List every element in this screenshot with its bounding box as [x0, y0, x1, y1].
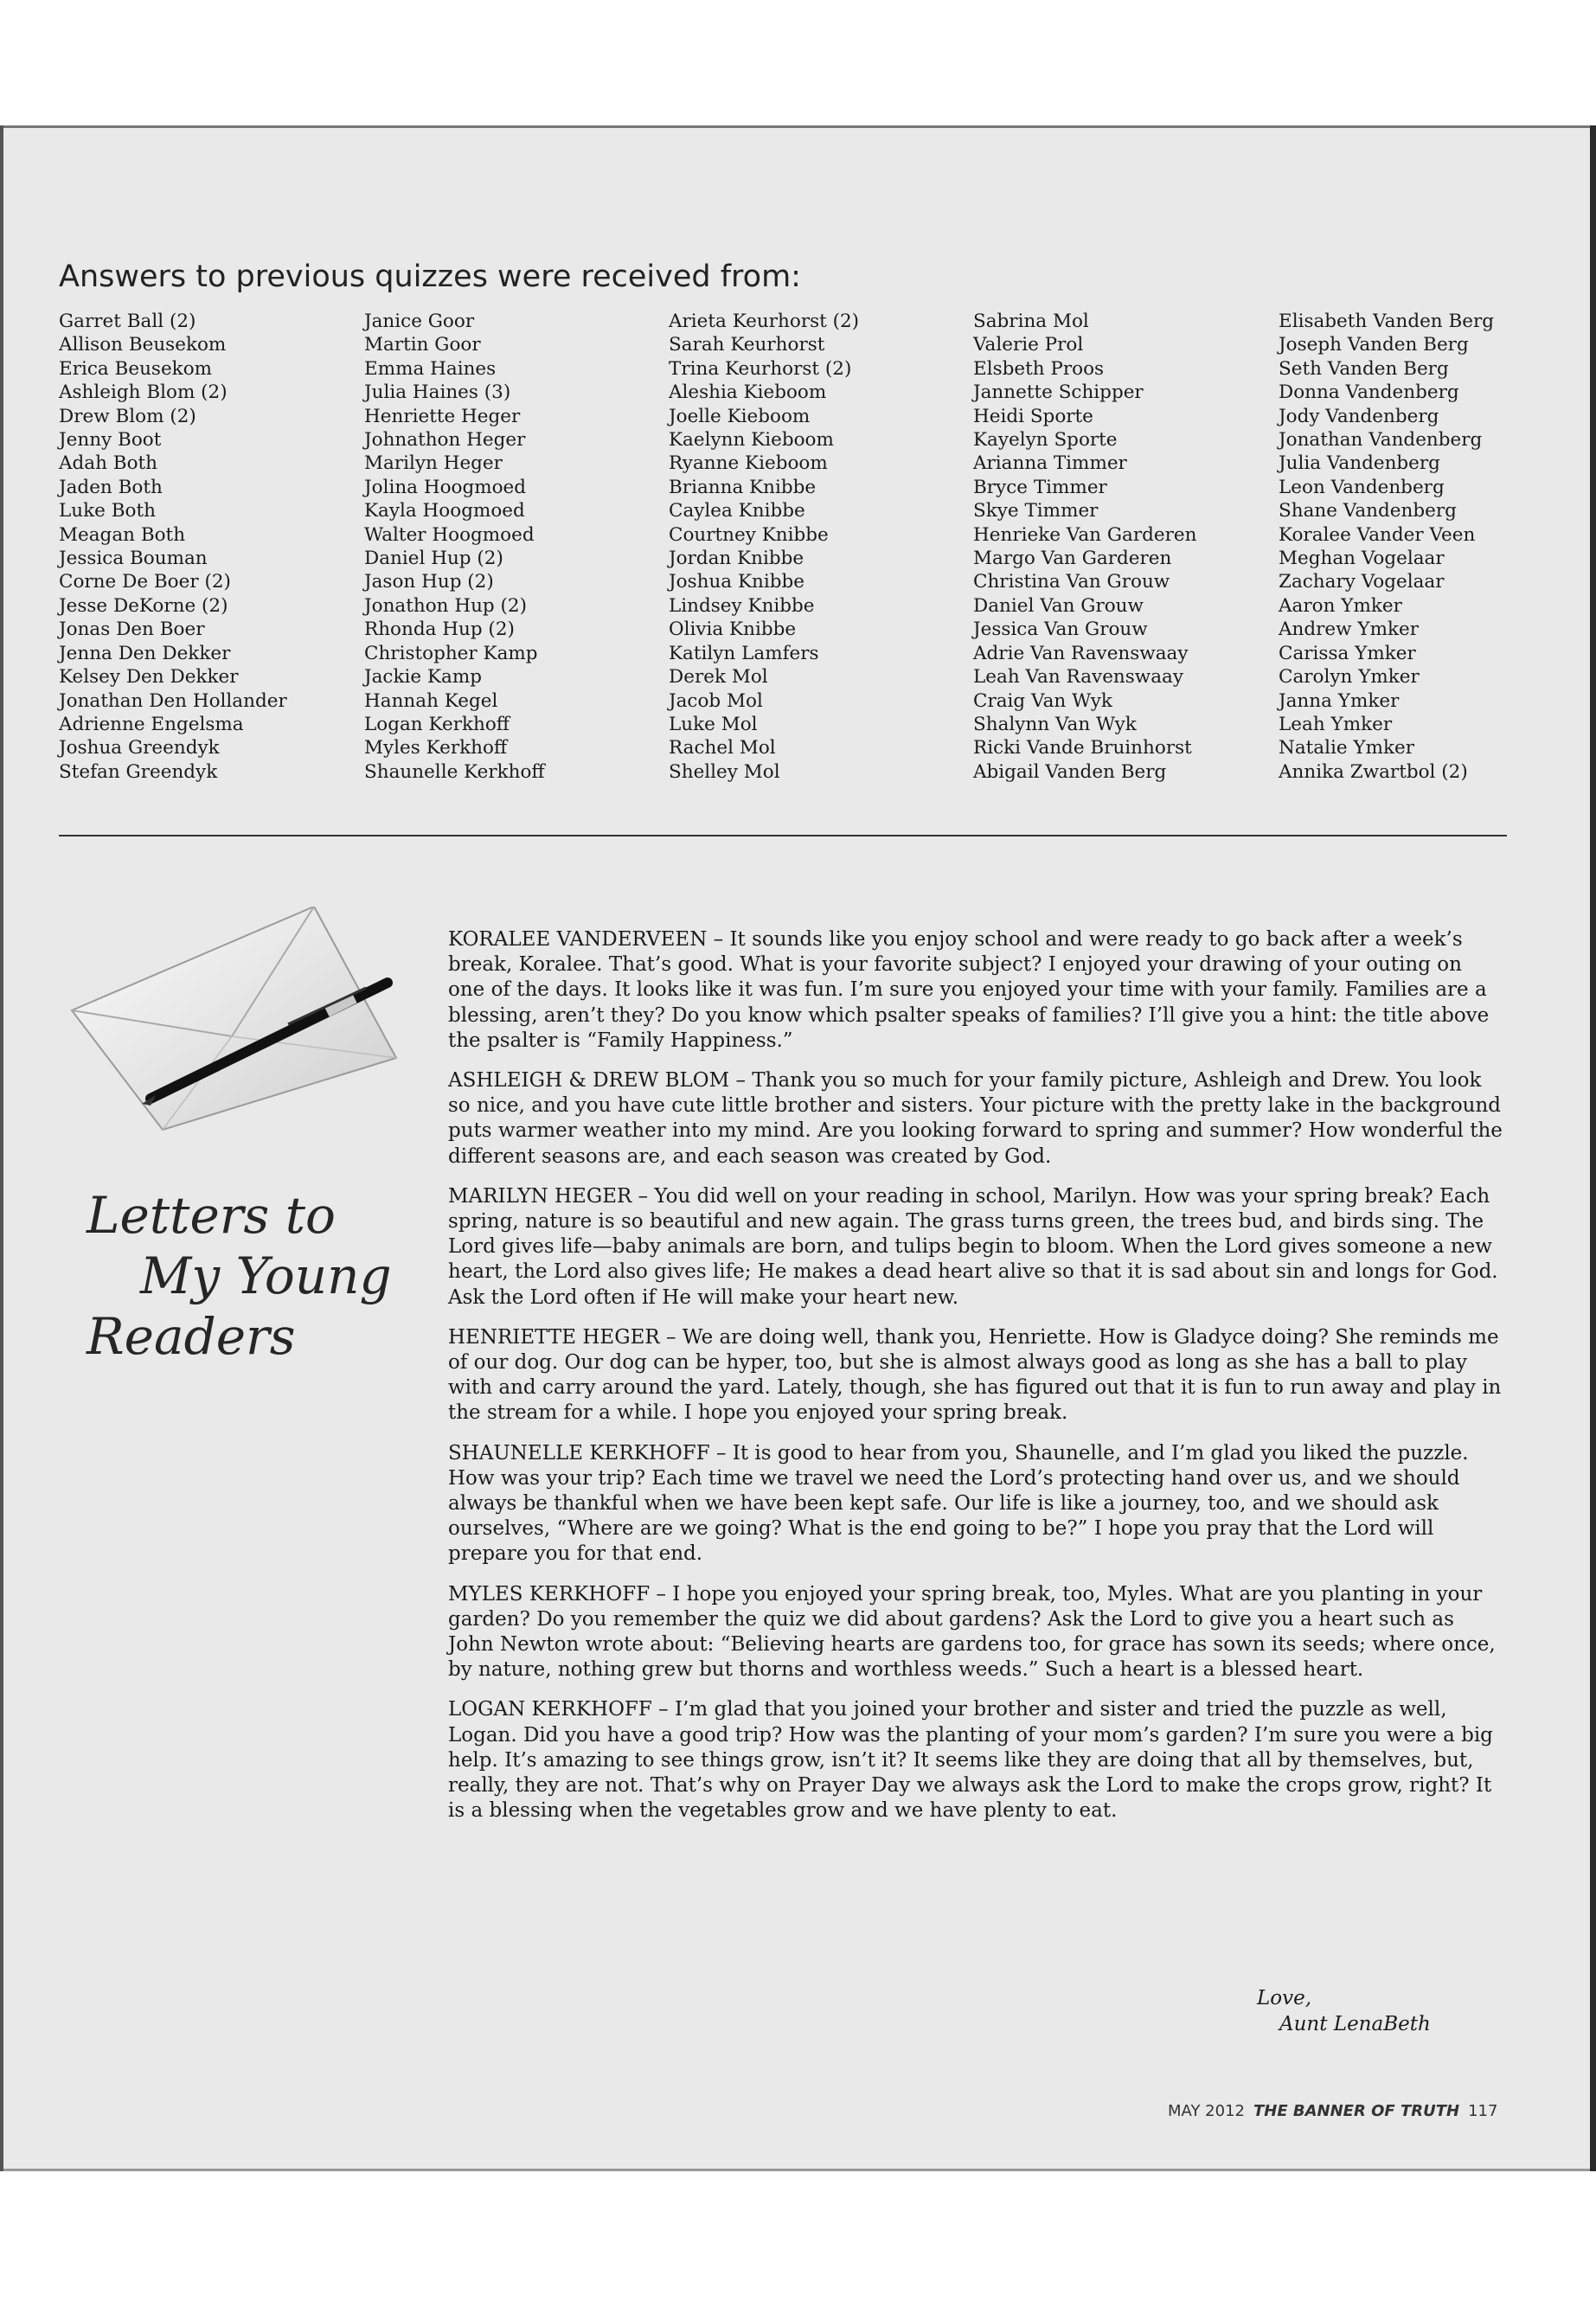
- name-item: Ricki Vande Bruinhorst: [973, 737, 1192, 760]
- name-item: Stefan Greendyk: [59, 760, 218, 783]
- name-item: Ashleigh Blom (2): [59, 381, 228, 404]
- name-item: Caylea Knibbe: [669, 500, 805, 522]
- name-item: Kaelynn Kieboom: [669, 429, 834, 452]
- name-item: Logan Kerkhoff: [364, 713, 510, 735]
- name-item: Koralee Vander Veen: [1279, 523, 1476, 546]
- names-grid: [59, 310, 1512, 794]
- name-item: Jessica Bouman: [59, 548, 208, 570]
- names-column-3: [669, 310, 859, 784]
- name-item: Abigail Vanden Berg: [973, 760, 1167, 783]
- names-column-2: [364, 310, 545, 784]
- name-item: Leah Van Ravenswaay: [973, 666, 1183, 689]
- name-item: Derek Mol: [669, 666, 768, 689]
- name-item: Annika Zwartbol (2): [1279, 760, 1468, 783]
- name-item: Jody Vandenberg: [1279, 405, 1439, 427]
- letter-ashleigh-drew: ASHLEIGH & DREW BLOM – Thank you so much for your family picture, Ashleigh and Drew. You look so nice, and you have cute little brother and sisters. Your picture with the pretty lake in the background puts warmer weather into my mind. Are you looking forward to spring and summer? How wonderful the different seasons are, and each season was created by God.: [448, 1069, 1503, 1168]
- section-title: [87, 1185, 392, 1367]
- name-item: Bryce Timmer: [973, 476, 1107, 498]
- footer-magazine: THE BANNER OF TRUTH: [1253, 2102, 1460, 2120]
- name-item: Jaden Both: [59, 476, 163, 498]
- name-item: Meagan Both: [59, 523, 186, 546]
- letter-koralee: KORALEE VANDERVEEN – It sounds like you enjoy school and were ready to go back after a week’s break, Koralee. That’s good. What is your favorite subject? I enjoyed your drawing of your outing on one of the days. It looks like it was fun. I’m sure you enjoyed your time with your family. Families are a blessing, aren’t they? Do you know which psalter speaks of families? I’ll give you a hint: the title above the psalter is “Family Happiness.”: [448, 928, 1490, 1052]
- name-item: Julia Vandenberg: [1279, 452, 1440, 475]
- name-item: Jenny Boot: [59, 429, 162, 452]
- name-item: Shelley Mol: [669, 760, 780, 783]
- name-item: Jenna Den Dekker: [59, 642, 231, 664]
- letter-marilyn: MARILYN HEGER – You did well on your reading in school, Marilyn. How was your spring break? Each spring, nature is so beautiful and new again. The grass turns green, the trees bud, and birds sing. The Lord gives life—baby animals are born, and tulips begin to bloom. When the Lord gives someone a new heart, the Lord also gives life; He makes a dead heart alive so that it is sad about sin and longs for God. Ask the Lord often if He will make your heart new.: [448, 1184, 1498, 1309]
- name-item: Jolina Hoogmoed: [364, 476, 527, 498]
- name-item: Henrieke Van Garderen: [973, 523, 1197, 546]
- name-item: Johnathon Heger: [364, 429, 526, 452]
- name-item: Aaron Ymker: [1279, 594, 1402, 617]
- name-item: Natalie Ymker: [1279, 737, 1415, 760]
- name-item: Arieta Keurhorst (2): [669, 311, 860, 332]
- name-item: Aleshia Kieboom: [669, 381, 827, 404]
- name-item: Margo Van Garderen: [973, 548, 1172, 570]
- name-item: Allison Beusekom: [59, 334, 227, 356]
- name-item: Rachel Mol: [669, 737, 776, 760]
- footer-page-number: 117: [1468, 2102, 1498, 2120]
- name-item: Jannette Schipper: [973, 381, 1144, 404]
- name-item: Myles Kerkhoff: [364, 737, 508, 760]
- section-divider: [59, 835, 1507, 836]
- scan-edge-right: [1590, 125, 1596, 2171]
- letters-column: [448, 927, 1503, 1839]
- name-item: Donna Vandenberg: [1279, 381, 1459, 404]
- name-item: Elisabeth Vanden Berg: [1279, 311, 1495, 332]
- name-item: Katilyn Lamfers: [669, 642, 819, 664]
- name-item: Seth Vanden Berg: [1279, 357, 1449, 380]
- name-item: Christina Van Grouw: [973, 571, 1170, 593]
- names-column-1: [59, 310, 287, 784]
- name-item: Jonathan Den Hollander: [59, 689, 287, 712]
- name-item: Andrew Ymker: [1279, 619, 1419, 641]
- name-item: Luke Mol: [669, 713, 758, 735]
- name-item: Erica Beusekom: [59, 357, 213, 380]
- name-item: Jason Hup (2): [364, 571, 494, 593]
- name-item: Janice Goor: [364, 311, 475, 332]
- name-item: Leon Vandenberg: [1279, 476, 1445, 498]
- name-item: Jordan Knibbe: [669, 548, 804, 570]
- name-item: Carissa Ymker: [1279, 642, 1416, 664]
- scan-edge-left: [0, 125, 3, 2171]
- name-item: Skye Timmer: [973, 500, 1099, 522]
- title-line-3: Readers: [87, 1307, 296, 1366]
- name-item: Martin Goor: [364, 334, 481, 356]
- name-item: Arianna Timmer: [973, 452, 1127, 475]
- name-item: Adrienne Engelsma: [59, 713, 244, 735]
- page-footer: [1168, 2102, 1497, 2120]
- name-item: Jesse DeKorne (2): [59, 594, 228, 617]
- signoff-author: Aunt LenaBeth: [1279, 2013, 1431, 2035]
- signoff: [1257, 1985, 1431, 2037]
- name-item: Shane Vandenberg: [1279, 500, 1457, 522]
- name-item: Heidi Sporte: [973, 405, 1093, 427]
- name-item: Jonas Den Boer: [59, 619, 205, 641]
- name-item: Jonathon Hup (2): [364, 594, 527, 617]
- name-item: Brianna Knibbe: [669, 476, 817, 498]
- name-item: Daniel Hup (2): [364, 548, 503, 570]
- footer-issue: MAY 2012: [1168, 2102, 1245, 2120]
- name-item: Emma Haines: [364, 357, 497, 380]
- name-item: Shaunelle Kerkhoff: [364, 760, 545, 783]
- name-item: Marilyn Heger: [364, 452, 503, 475]
- name-item: Adah Both: [59, 452, 158, 475]
- name-item: Sarah Keurhorst: [669, 334, 825, 356]
- name-item: Courtney Knibbe: [669, 523, 829, 546]
- name-item: Elsbeth Proos: [973, 357, 1105, 380]
- name-item: Joshua Greendyk: [59, 737, 220, 760]
- name-item: Daniel Van Grouw: [973, 594, 1144, 617]
- names-column-4: [973, 310, 1196, 784]
- name-item: Hannah Kegel: [364, 689, 498, 712]
- name-item: Joseph Vanden Berg: [1279, 334, 1469, 356]
- name-item: Trina Keurhorst (2): [669, 357, 852, 380]
- scan-edge-top: [0, 125, 1596, 128]
- scan-edge-bottom: [0, 2169, 1596, 2171]
- names-column-5: [1279, 310, 1494, 784]
- name-item: Kayelyn Sporte: [973, 429, 1118, 452]
- name-item: Lindsey Knibbe: [669, 594, 815, 617]
- title-line-2: My Young: [140, 1247, 392, 1305]
- name-item: Olivia Knibbe: [669, 619, 797, 641]
- name-item: Joshua Knibbe: [669, 571, 804, 593]
- name-item: Kelsey Den Dekker: [59, 666, 239, 689]
- envelope-pen-illustration: [67, 907, 413, 1131]
- name-item: Garret Ball (2): [59, 311, 196, 332]
- name-item: Julia Haines (3): [364, 381, 511, 404]
- name-item: Luke Both: [59, 500, 156, 522]
- name-item: Zachary Vogelaar: [1279, 571, 1445, 593]
- name-item: Jacob Mol: [669, 689, 763, 712]
- name-item: Janna Ymker: [1279, 689, 1400, 712]
- name-item: Craig Van Wyk: [973, 689, 1112, 712]
- name-item: Adrie Van Ravenswaay: [973, 642, 1189, 664]
- name-item: Corne De Boer (2): [59, 571, 231, 593]
- name-item: Meghan Vogelaar: [1279, 548, 1445, 570]
- name-item: Jessica Van Grouw: [973, 619, 1148, 641]
- letter-myles: MYLES KERKHOFF – I hope you enjoyed your spring break, too, Myles. What are you planting in your garden? Do you remember the quiz we did about gardens? Ask the Lord to give you a heart such as John Newton wrote about: “Believing hearts are gardens too, for grace has sown its seeds; where once, by nature, nothing grew but thorns and worthless weeds.” Such a heart is a blessed heart.: [448, 1582, 1496, 1682]
- name-item: Christopher Kamp: [364, 642, 538, 664]
- name-item: Leah Ymker: [1279, 713, 1393, 735]
- name-item: Shalynn Van Wyk: [973, 713, 1137, 735]
- title-line-1: Letters to: [87, 1186, 336, 1245]
- name-item: Walter Hoogmoed: [364, 523, 535, 546]
- name-item: Joelle Kieboom: [669, 405, 811, 427]
- name-item: Henriette Heger: [364, 405, 521, 427]
- name-item: Drew Blom (2): [59, 405, 196, 427]
- name-item: Valerie Prol: [973, 334, 1084, 356]
- name-item: Jackie Kamp: [364, 666, 482, 689]
- letter-shaunelle: SHAUNELLE KERKHOFF – It is good to hear from you, Shaunelle, and I’m glad you liked the puzzle. How was your trip? Each time we travel we need the Lord’s protecting hand over us, and we should always be thankful when we have been kept safe. Our life is like a journey, too, and we should ask ourselves, “Where are we going? What is the end going to be?” I hope you pray that the Lord will prepare you for that end.: [448, 1441, 1469, 1566]
- name-item: Carolyn Ymker: [1279, 666, 1420, 689]
- letter-henriette: HENRIETTE HEGER – We are doing well, thank you, Henriette. How is Gladyce doing? She reminds me of our dog. Our dog can be hyper, too, but she is almost always good as long as she has a ball to play with and carry around the yard. Lately, though, she has figured out that it is fun to run away and play in the stream for a while. I hope you enjoyed your spring break.: [448, 1325, 1502, 1425]
- letter-logan: LOGAN KERKHOFF – I’m glad that you joined your brother and sister and tried the puzzle as well, Logan. Did you have a good trip? How was the planting of your mom’s garden? I’m sure you were a big help. It’s amazing to see things grow, isn’t it? It seems like they are doing that all by themselves, but, really, they are not. That’s why on Prayer Day we always ask the Lord to make the crops grow, right? It is a blessing when the vegetables grow and we have plenty to eat.: [448, 1698, 1493, 1823]
- name-item: Kayla Hoogmoed: [364, 500, 525, 522]
- signoff-love: Love,: [1257, 1987, 1312, 2009]
- name-item: Sabrina Mol: [973, 311, 1089, 332]
- name-item: Ryanne Kieboom: [669, 452, 828, 475]
- answers-heading: Answers to previous quizzes were received from:: [59, 260, 801, 294]
- name-item: Rhonda Hup (2): [364, 619, 515, 641]
- name-item: Jonathan Vandenberg: [1279, 429, 1483, 452]
